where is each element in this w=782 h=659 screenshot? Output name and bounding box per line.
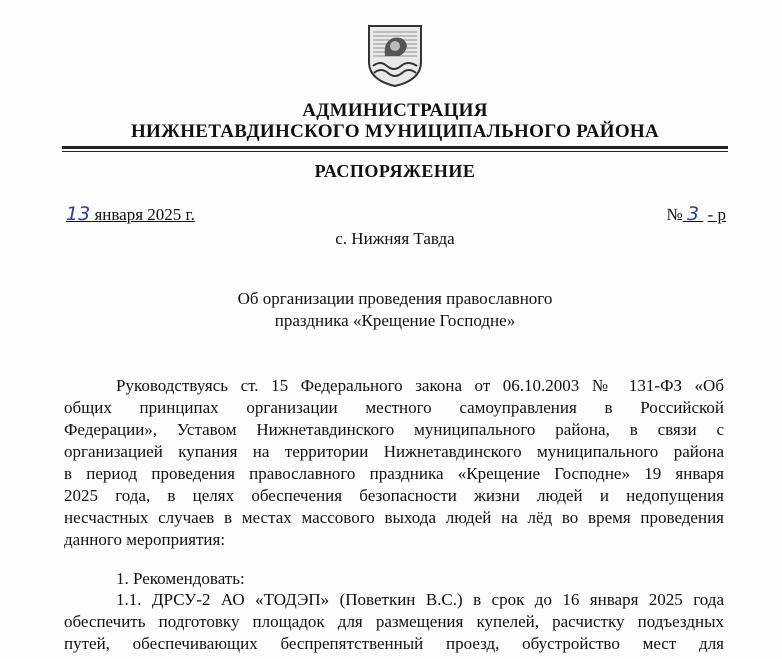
header-divider-thin [62, 151, 728, 152]
intro-line: в период проведения православного праздника «Крещение Господне» 19 января [64, 464, 724, 483]
header-divider-thick [62, 146, 728, 149]
document-date [66, 203, 195, 225]
organization-title-line-2: НИЖНЕТАВДИНСКОГО МУНИЦИПАЛЬНОГО РАЙОНА [130, 121, 660, 142]
item-line: путей, обеспечивающих беспрепятственный проезд, обустройство мест для [64, 634, 724, 653]
subject-line-1: Об организации проведения православного [237, 289, 553, 308]
intro-line: данного мероприятия: [64, 530, 226, 549]
number-handwritten: 3 [686, 203, 700, 225]
intro-line: 2025 года, в целях обеспечения безопасности жизни людей и недопущения [64, 486, 724, 505]
intro-line: организацией купания на территории Нижнетавдинского муниципального района [64, 442, 724, 461]
number-suffix: - р [707, 205, 726, 224]
item-1-1-paragraph [64, 589, 724, 655]
place-of-issue: с. Нижняя Тавда [335, 229, 455, 248]
item-line: 1.1. ДРСУ-2 АО «ТОДЭП» (Поветкин В.С.) в срок до 16 января 2025 года [116, 590, 724, 609]
subject-line-2: праздника «Крещение Господне» [274, 311, 516, 330]
intro-line: несчастных случаев в местах массового выхода людей на лёд во время проведения [64, 508, 724, 527]
document-type: РАСПОРЯЖЕНИЕ [314, 161, 476, 181]
coat-of-arms-emblem [365, 22, 425, 88]
intro-line: общих принципах организации местного самоуправления в Российской [64, 398, 724, 417]
document-number [667, 203, 727, 225]
item-line: обеспечить подготовку площадок для размещения купелей, расчистку подъездных [64, 612, 724, 631]
intro-paragraph [64, 375, 724, 551]
date-month-year: января 2025 г. [90, 205, 195, 224]
organization-title-line-1: АДМИНИСТРАЦИЯ [302, 100, 488, 121]
section-recommend: 1. Рекомендовать: [116, 569, 245, 588]
date-day-handwritten: 13 [66, 203, 91, 225]
intro-line: Руководствуясь ст. 15 Федерального закона от 06.10.2003 № 131-ФЗ «Об [116, 376, 724, 395]
intro-line: Федерации», Уставом Нижнетавдинского муниципального района, в связи с [64, 420, 724, 439]
number-prefix: № [666, 205, 683, 224]
